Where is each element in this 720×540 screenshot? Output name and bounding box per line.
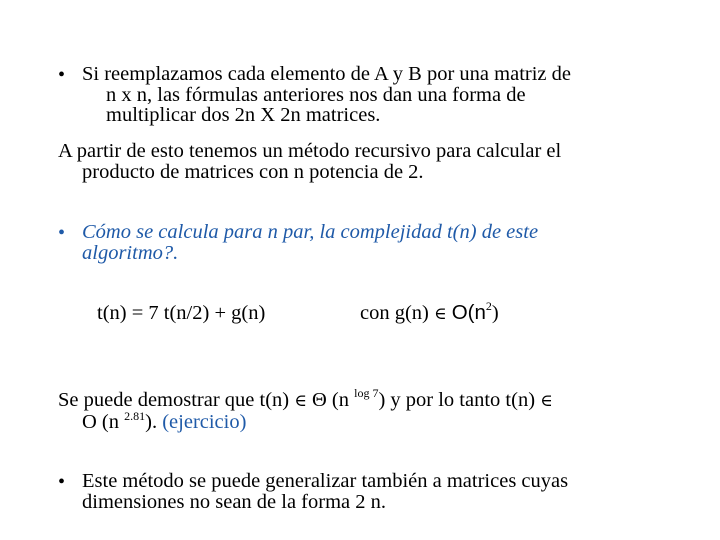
big-o: O(n bbox=[451, 301, 486, 324]
text-line: producto de matrices con n potencia de 2. bbox=[82, 161, 424, 183]
recurrence: t(n) = 7 t(n/2) + g(n) bbox=[97, 302, 266, 324]
exponent: 2 bbox=[485, 299, 492, 313]
text-segment: ) y por lo tanto t(n) bbox=[378, 389, 536, 411]
exponent: 2.81 bbox=[124, 409, 146, 423]
bullet-4: • bbox=[58, 471, 66, 493]
o-expression: O (n bbox=[82, 411, 120, 433]
text-line: Si reemplazamos cada elemento de A y B por una matriz de bbox=[82, 63, 571, 85]
text-line: Este método se puede generalizar también a matrices cuyas bbox=[82, 470, 569, 492]
element-of-symbol: ∈ bbox=[540, 391, 553, 411]
bound-condition bbox=[360, 299, 499, 325]
text-segment: ). bbox=[145, 411, 158, 433]
element-of-symbol: ∈ bbox=[294, 391, 307, 411]
condition-prefix: con g(n) bbox=[360, 302, 429, 324]
text-line: Cómo se calcula para n par, la complejidad t(n) de este bbox=[82, 221, 539, 243]
text-line: n x n, las fórmulas anteriores nos dan una forma de bbox=[106, 84, 526, 106]
text-line: algoritmo?. bbox=[82, 242, 179, 264]
theta-expression: Θ (n bbox=[311, 389, 349, 411]
text-line bbox=[58, 409, 553, 433]
paragraph-recursive-method bbox=[58, 140, 561, 182]
text-line: multiplicar dos 2n X 2n matrices. bbox=[106, 104, 381, 126]
exercise-note: (ejercicio) bbox=[162, 411, 247, 433]
element-of-symbol: ∈ bbox=[434, 304, 447, 324]
log-exponent: log 7 bbox=[354, 386, 379, 400]
paragraph-matrix-replacement bbox=[82, 63, 571, 125]
close-paren: ) bbox=[491, 302, 499, 324]
text-segment: Se puede demostrar que t(n) bbox=[58, 389, 290, 411]
recurrence-formula bbox=[97, 302, 265, 324]
paragraph-generalization bbox=[82, 470, 568, 512]
bullet-1: • bbox=[58, 64, 66, 86]
text-line: dimensiones no sean de la forma 2 n. bbox=[82, 491, 387, 513]
bullet-2: • bbox=[58, 222, 66, 244]
paragraph-theta-bound bbox=[58, 386, 553, 433]
question-complexity bbox=[82, 221, 538, 263]
text-line: A partir de esto tenemos un método recursivo para calcular el bbox=[58, 140, 562, 162]
